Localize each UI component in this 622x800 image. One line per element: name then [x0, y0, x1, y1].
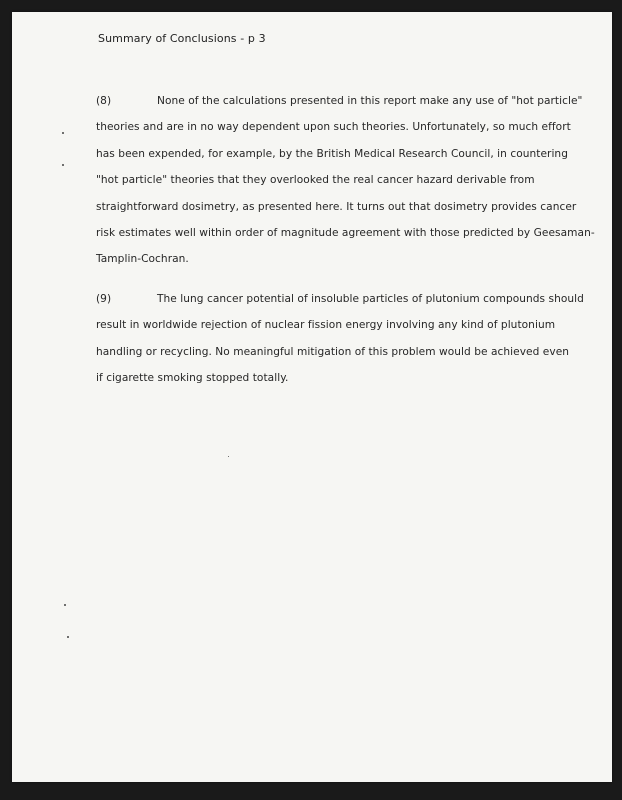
- paragraph-line: straightforward dosimetry, as presented here. It turns out that dosimetry provides cancer: [96, 200, 577, 213]
- scan-speck: [62, 132, 64, 134]
- paragraph-line: has been expended, for example, by the British Medical Research Council, in countering: [96, 147, 568, 160]
- paragraph-line: if cigarette smoking stopped totally.: [96, 372, 289, 385]
- document-page: [12, 12, 612, 782]
- paragraph-line: (8) None of the calculations presented in this report make any use of "hot particle": [96, 88, 566, 114]
- paragraph-line: theories and are in no way dependent upon such theories. Unfortunately, so much effort: [96, 121, 571, 134]
- paragraph-line: risk estimates well within order of magnitude agreement with those predicted by Geesaman-: [96, 227, 595, 240]
- scan-speck: [62, 164, 64, 166]
- paragraph-line: result in worldwide rejection of nuclear fission energy involving any kind of plutonium: [96, 319, 556, 332]
- paragraph-line: handling or recycling. No meaningful mitigation of this problem would be achieved even: [96, 345, 570, 358]
- scan-speck: [67, 636, 69, 638]
- paragraph-line: (9) The lung cancer potential of insoluble particles of plutonium compounds should: [96, 286, 566, 312]
- paragraph-9: [96, 286, 584, 392]
- paragraph-8: [96, 88, 595, 273]
- paragraph-number: (9): [96, 293, 112, 305]
- paragraph-line: "hot particle" theories that they overlooked the real cancer hazard derivable from: [96, 174, 535, 187]
- paragraph-line: Tamplin-Cochran.: [96, 253, 189, 266]
- scan-speck: [64, 604, 66, 606]
- page-header: Summary of Conclusions - p 3: [98, 32, 266, 45]
- paragraph-number: (8): [96, 95, 112, 107]
- scan-speck: [228, 456, 229, 457]
